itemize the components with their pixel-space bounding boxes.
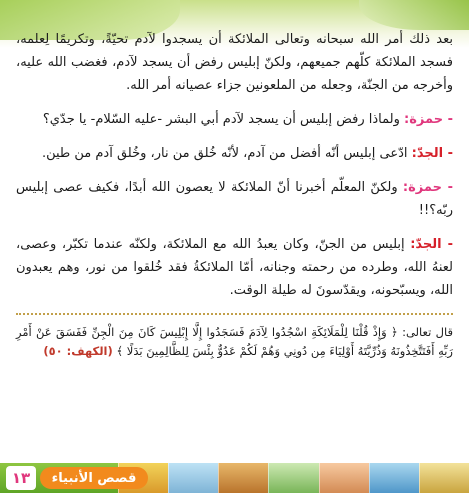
footer-thumbnails [118, 463, 469, 493]
thumbnail-image [268, 463, 318, 493]
thumbnail-image [419, 463, 469, 493]
thumbnail-image [369, 463, 419, 493]
divider [16, 313, 453, 315]
verse-reference: (الكهف: ٥٠) [43, 344, 113, 358]
paragraph-hamza-question-1 [16, 108, 453, 131]
speaker-label: - الجدّ: [411, 146, 453, 161]
paragraph-text: ولكنّ المعلّم أخبرنا أنّ الملائكة لا يعصون الله أبدًا، فكيف عصى إبليس ربّه؟!! [16, 180, 453, 218]
story-text [16, 28, 453, 361]
paragraph-text: بعد ذلك أمر الله سبحانه وتعالى الملائكة أن يسجدوا لآدم تحيّةً، وتكريمًا لِعلمه، فسجد الملائكة كلّهم جميعهم، ولكنّ إبليس رفض أن يسجد لآدم، فغضب الله عليه، وأخرجه من الجنّة، وجعله من الملعونين جزاء عصيانه أمر الله. [16, 32, 453, 93]
leaf-decoration-right [359, 0, 469, 30]
thumbnail-image [319, 463, 369, 493]
book-title: قصص الأنبياء [40, 467, 148, 489]
paragraph-text: ولماذا رفض إبليس أن يسجد لآدم أبي البشر -عليه السّلام- يا جدّي؟ [42, 112, 400, 127]
speaker-label: - حمزة: [402, 180, 453, 195]
page-number: ١٣ [6, 466, 36, 490]
paragraph-hamza-question-2 [16, 176, 453, 222]
thumbnail-image [218, 463, 268, 493]
paragraph-text: ادّعى إبليس أنّه أفضل من آدم، لأنّه خُلق من نار، وخُلق آدم من طين. [41, 146, 408, 161]
verse-intro: قال تعالى: [402, 325, 453, 339]
quran-verse [16, 323, 453, 361]
paragraph-grandfather-answer-1 [16, 142, 453, 165]
paragraph-narration [16, 28, 453, 97]
paragraph-grandfather-answer-2 [16, 233, 453, 302]
paragraph-text: إبليس من الجنّ، وكان يعبدُ الله مع الملائكة، ولكنّه عندما تكبّر، وعصى، لعنهُ الله، وطرده من رحمته وجنانه، أمّا الملائكةُ فقد خُلقوا من نور، وهم يعبدون الله، ويسبّحونه، ويقدّسونَ له طيلة الوقت. [16, 237, 453, 298]
speaker-label: - الجدّ: [410, 237, 454, 252]
speaker-label: - حمزة: [404, 112, 453, 127]
footer-ribbon [0, 463, 469, 493]
verse-text: ﴿ وَإِذْ قُلْنَا لِلْمَلَائِكَةِ اسْجُدُوا لِآدَمَ فَسَجَدُوا إِلَّا إِبْلِيسَ كَانَ مِنَ الْجِنِّ فَفَسَقَ عَنْ أَمْرِ رَبِّهِ أَفَتَتَّخِذُونَهُ وَذُرِّيَّتَهُ أَوْلِيَاءَ مِن دُونِي وَهُمْ لَكُمْ عَدُوٌّ بِئْسَ لِلظَّالِمِينَ بَدَلًا ﴾ [16, 325, 453, 358]
thumbnail-image [168, 463, 218, 493]
